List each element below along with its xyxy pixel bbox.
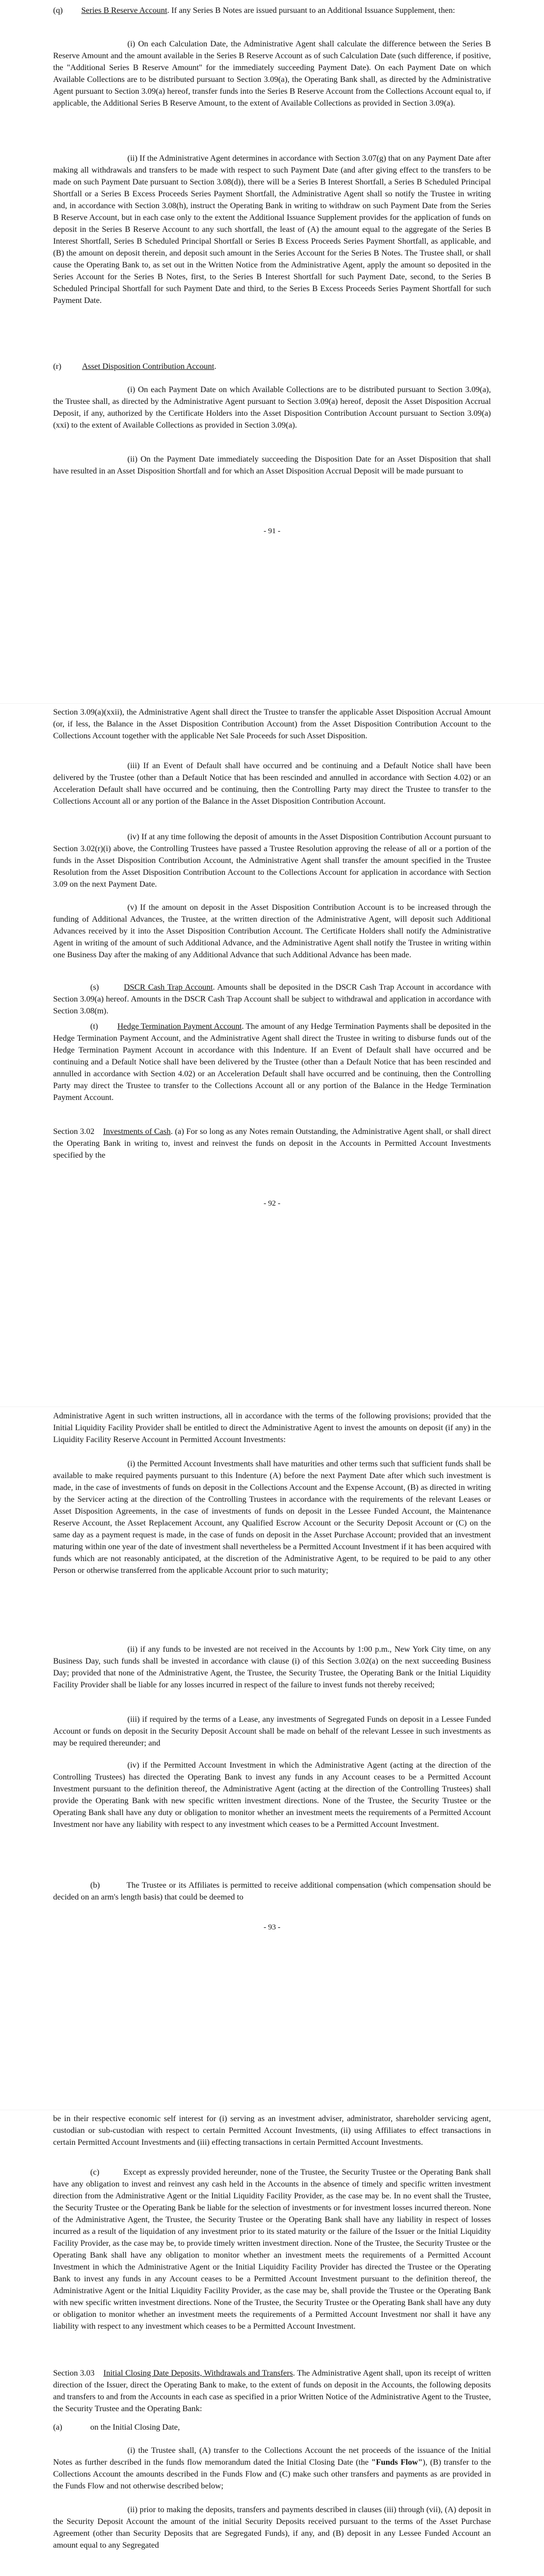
- b-text: The Trustee or its Affiliates is permitted to receive additional compensation (which compensation should be decided on an arm's length basis) that could be deemed to: [53, 1881, 491, 1902]
- section-c-paragraph: [53, 2166, 491, 2332]
- page-number: - 93 -: [263, 1923, 281, 1931]
- continued-paragraph: Section 3.09(a)(xxii), the Administrative Agent shall direct the Trustee to transfer the applicable Asset Disposition Accrual Amount (or, if less, the Balance in the Asset Disposition Contribution Account) from the Asset Disposition Contribution Account to the Collections Account together with the applicable Net Sale Proceeds for such Asset Disposition.: [53, 708, 491, 740]
- a-ii-paragraph: (ii) prior to making the deposits, transfers and payments described in clauses (iii) through (vii), (A) deposit in the Security Deposit Account the amount of the initial Security Deposits received pursuant to the terms of the Asset Purchase Agreement (other than Security Deposits that are Segregated Funds), if any, and (B) deposit in any Lessee Funded Account an amount equal to any Segregated: [53, 2505, 491, 2550]
- s-heading: DSCR Cash Trap Account: [124, 983, 213, 992]
- q-text: . If any Series B Notes are issued pursuant to an Additional Issuance Supplement, then:: [167, 6, 455, 15]
- section-s-paragraph: [53, 981, 491, 1017]
- r-iv-paragraph: (iv) If at any time following the deposit of amounts in the Asset Disposition Contribution Account pursuant to Section 3.02(r)(i) above, the Controlling Trustees have passed a Trustee Resolution approving the release of all or a portion of the funds in the Asset Disposition Contribution Account, the Administrative Agent shall transfer the amount specified in the Trustee Resolution from the Asset Disposition Contribution Account to the Collections Account for application in accordance with Section 3.09 on the next Payment Date.: [53, 833, 491, 889]
- a-i-post: ), (B) transfer to the Collections Account the amounts described in the Funds Flow and (C) make such other transfers and payments as are provided in the Funds Flow and not otherwise described below;: [53, 2458, 491, 2490]
- section-q-paragraph: [53, 5, 491, 16]
- page-number: - 92 -: [263, 1199, 281, 1208]
- r-i-paragraph: (i) On each Payment Date on which Available Collections are to be distributed pursuant to Section 3.09(a), the Trustee shall, as directed by the Administrative Agent pursuant to Section 3.09(a) hereof, deposit the Asset Disposition Accrual Deposit, if any, authorized by the Certificate Holders into the Asset Disposition Contribution Account pursuant to Section 3.09(a)(xxi) to the extent of Available Collections as provided in Section 3.09(a).: [53, 385, 491, 430]
- p-iii-paragraph: (iii) if required by the terms of a Lease, any investments of Segregated Funds on deposit in a Lessee Funded Account or funds on deposit in the Security Deposit Account shall be made on behalf of the relevant Lessee in such investments as may be required thereunder; and: [53, 1715, 491, 1748]
- section-3-02-heading: Investments of Cash: [103, 1127, 171, 1136]
- t-text: . The amount of any Hedge Termination Payments shall be deposited in the Hedge Termination Payment Account, and the Administrative Agent shall direct the Trustee in writing to disburse funds out of the Hedge Termination Payment Account in accordance with this Indenture. If an Event of Default shall have occurred and be continuing and a Default Notice shall have been delivered by the Trustee (other than a Default Notice that has been rescinded and annulled in accordance with Section 4.02) or an Acceleration Default shall have occurred and be continuing, then the Controlling Party may direct the Trustee to transfer to the Collections Account all or any portion of the Balance in the Hedge Termination Payment Account.: [53, 1022, 491, 1102]
- s-text: . Amounts shall be deposited in the DSCR Cash Trap Account in accordance with Section 3.09(a) hereof. Amounts in the DSCR Cash Trap Account shall be subject to withdrawal and application in accordance with Section 3.08(m).: [53, 983, 491, 1015]
- q-label: (q): [53, 6, 63, 15]
- section-a-paragraph: [53, 2421, 491, 2433]
- section-b-paragraph: [53, 1879, 491, 1903]
- t-label: (t): [90, 1022, 98, 1031]
- s-label: (s): [90, 983, 99, 992]
- continued-paragraph: Administrative Agent in such written instructions, all in accordance with the terms of the following provisions; provided that the Initial Liquidity Facility Provider shall be entitled to direct the Administrative Agent to invest the amounts on deposit (if any) in the Liquidity Facility Reserve Account in Permitted Account Investments:: [53, 1412, 491, 1444]
- r-label: (r): [53, 362, 61, 371]
- continued-paragraph: be in their respective economic self interest for (i) serving as an investment adviser, administrator, shareholder servicing agent, custodian or sub-custodian with respect to certain Permitted Account Investments, (ii) using Affiliates to effect transactions in certain Permitted Account Investments and (iii) effecting transactions in certain Permitted Account Investments.: [53, 2114, 491, 2147]
- page-91: [0, 0, 544, 703]
- t-heading: Hedge Termination Payment Account: [117, 1022, 242, 1031]
- page-number: - 91 -: [263, 527, 281, 535]
- q-heading: Series B Reserve Account: [81, 6, 168, 15]
- c-label: (c): [90, 2168, 100, 2177]
- section-3-03-paragraph: [53, 2367, 491, 2415]
- c-text: Except as expressly provided hereunder, none of the Trustee, the Security Trustee or the Operating Bank shall have any obligation to invest and reinvest any cash held in the Accounts in the absence of timely and specific written investment direction from the Administrative Agent or the Initial Liquidity Facility Provider, as the case may be. In no event shall the Trustee, the Security Trustee or the Operating Bank be liable for the selection of investments or for investment losses incurred thereon. None of the Administrative Agent, the Trustee, the Security Trustee or the Operating Bank shall have any liability in respect of losses incurred as a result of the liquidation of any investment prior to its stated maturity or the failure of the Issuer or the Initial Liquidity Facility Provider, as the case may be, to provide timely written investment direction. None of the Trustee, the Security Trustee or the Operating Bank shall have any obligation to monitor whether an investment meets the requirements of a Permitted Account Investment in which the Administrative Agent or the Initial Liquidity Facility Provider has directed the Trustee or the Operating Bank to invest any funds in any Account ceases to be a Permitted Account Investment pursuant to the definition thereof, the Administrative Agent or the Initial Liquidity Facility Provider, as the case may be, shall provide the Trustee or the Operating Bank with new specific written investment directions. None of the Trustee, the Security Trustee or the Operating Bank shall have any duty or obligation to monitor whether an investment meets the requirements of a Permitted Account Investment nor shall it have any liability with respect to any investment which ceases to be a Permitted Account Investment.: [53, 2168, 491, 2331]
- funds-flow-term: "Funds Flow": [371, 2458, 423, 2467]
- p-iv-paragraph: (iv) if the Permitted Account Investment in which the Administrative Agent (acting at the direction of the Controlling Trustees) has directed the Operating Bank to invest any funds in any Account ceases to be a Permitted Account Investment pursuant to the definition thereof, the Administrative Agent (acting at the direction of the Controlling Trustees) shall provide the Operating Bank with new specific written investment directions. None of the Trustee, the Security Trustee or the Operating Bank shall have any duty or obligation to monitor whether an investment meets the requirements of a Permitted Account Investment nor have any liability with respect to any investment which ceases to be a Permitted Account Investment.: [53, 1761, 491, 1829]
- page-94: [0, 2110, 544, 2576]
- r-v-paragraph: (v) If the amount on deposit in the Asset Disposition Contribution Account is to be increased through the funding of Additional Advances, the Trustee, at the written direction of the Administrative Agent, will deposit such Additional Advances received by it into the Asset Disposition Contribution Account. The Certificate Holders shall notify the Administrative Agent in writing of the amount of such Additional Advance, and the Administrative Agent shall notify the Trustee in writing within one Business Day after the making of any Additional Advance that such Additional Advance has been made.: [53, 903, 491, 959]
- section-3-02-paragraph: [53, 1126, 491, 1161]
- r-iii-paragraph: (iii) If an Event of Default shall have occurred and be continuing and a Default Notice shall have been delivered by the Trustee (other than a Default Notice that has been rescinded and annulled in accordance with Section 4.02) or an Acceleration Default shall have occurred and be continuing, then the Controlling Party may direct the Trustee to transfer to the Collections Account all or any portion of the Balance in the Asset Disposition Contribution Account.: [53, 761, 491, 806]
- p-ii-paragraph: (ii) if any funds to be invested are not received in the Accounts by 1:00 p.m., New York City time, on any Business Day, such funds shall be invested in accordance with clause (i) of this Section 3.02(a) on the next succeeding Business Day; provided that none of the Administrative Agent, the Trustee, the Security Trustee, the Operating Bank or the Initial Liquidity Facility Provider shall be liable for any losses incurred in respect of the failure to invest funds not thereby received;: [53, 1645, 491, 1689]
- section-3-03-text: . The Administrative Agent shall, upon its receipt of written direction of the Issuer, direct the Operating Bank to make, to the extent of funds on deposit in the Accounts, the following deposits and transfers to and from the Accounts in each case as specified in a prior Written Notice of the Administrative Agent to the Trustee, the Security Trustee and the Operating Bank:: [53, 2369, 491, 2413]
- section-r-paragraph: [53, 361, 491, 372]
- p-i-paragraph: (i) the Permitted Account Investments shall have maturities and other terms such that sufficient funds shall be available to make required payments pursuant to this Indenture (A) before the next Payment Date after which such investment is made, in the case of investments of funds on deposit in the Collections Account and the Expense Account, (B) as directed in writing by the Servicer acting at the direction of the Controlling Trustees in accordance with the requirements of the relevant Leases or Asset Disposition Agreements, in the case of investments of funds on deposit in the Lessee Funded Account, the Maintenance Reserve Account, the Asset Replacement Account, any Qualified Escrow Account or the Security Deposit Account or (C) on the same day as a payment request is made, in the case of funds on deposit in the Asset Purchase Account; provided that an investment maturing within one year of the date of investment shall nevertheless be a Permitted Account Investment if it has been acquired with funds which are not reasonably anticipated, at the discretion of the Administrative Agent, to be required to be paid to any other Person or otherwise transferred from the applicable Account prior to such maturity;: [53, 1460, 491, 1575]
- b-label: (b): [90, 1881, 100, 1890]
- page-93: [0, 1406, 544, 2110]
- r-ii-paragraph: (ii) On the Payment Date immediately succeeding the Disposition Date for an Asset Disposition that shall have resulted in an Asset Disposition Shortfall and for which an Asset Disposition Accrual Deposit will be made pursuant to: [53, 455, 491, 476]
- section-3-03-label: Section 3.03: [53, 2369, 95, 2378]
- page-92: [0, 703, 544, 1406]
- a-i-paragraph: [53, 2445, 491, 2492]
- section-3-03-heading: Initial Closing Date Deposits, Withdrawals and Transfers: [103, 2369, 293, 2378]
- q-ii-paragraph: (ii) If the Administrative Agent determines in accordance with Section 3.07(g) that on any Payment Date after making all withdrawals and transfers to be made with respect to such Payment Date (and after giving effect to the transfers to be made on such Payment Date pursuant to Section 3.08(d)), there will be a Series B Interest Shortfall, a Series B Scheduled Principal Shortfall or a Series B Excess Proceeds Series Payment Shortfall, the Administrative Agent shall so notify the Trustee in writing and, in accordance with Section 3.08(h), instruct the Operating Bank in writing to withdraw on such Payment Date from the Series B Reserve Account, but in each case only to the extent the Additional Issuance Supplement provides for the application of funds on deposit in the Series B Reserve Account to any such shortfall, the least of (A) the amount equal to the aggregate of the Series B Interest Shortfall, Series B Scheduled Principal Shortfall or Series B Excess Proceeds Series Payment Shortfall, as applicable, and (B) the amount on deposit therein, and deposit such amount in the Series Account for the Series B Notes. The Trustee shall, or shall cause the Operating Bank to, as set out in the Written Notice from the Administrative Agent, apply the amount so deposited in the Series Account for the Series B Notes, first, to the Series B Interest Shortfall for such Payment Date, second, to the Series B Scheduled Principal Shortfall for such Payment Date and third, to the Series B Excess Proceeds Series Payment Shortfall for such Payment Date.: [53, 154, 491, 305]
- section-3-02-label: Section 3.02: [53, 1127, 95, 1136]
- section-t-paragraph: [53, 1021, 491, 1104]
- a-label: (a): [53, 2423, 62, 2432]
- a-text: on the Initial Closing Date,: [90, 2423, 180, 2432]
- r-heading: Asset Disposition Contribution Account: [81, 362, 215, 371]
- section-3-02-text: . (a) For so long as any Notes remain Outstanding, the Administrative Agent shall, or shall direct the Operating Bank in writing to, invest and reinvest the funds on deposit in the Accounts in Permitted Account Investments specified by the: [53, 1127, 491, 1160]
- r-text: .: [214, 362, 217, 371]
- a-i-pre: (i) the Trustee shall, (A) transfer to the Collections Account the net proceeds of the issuance of the Initial Notes as further described in the funds flow memorandum dated the Initial Closing Date (the: [53, 2446, 491, 2467]
- q-i-paragraph: (i) On each Calculation Date, the Administrative Agent shall calculate the difference between the Series B Reserve Amount and the amount available in the Series B Reserve Account as of such Calculation Date (such difference, if positive, the "Additional Series B Reserve Amount" for the immediately succeeding Payment Date). On each Payment Date on which Available Collections are to be distributed pursuant to Section 3.09(a), the Operating Bank shall, as directed by the Administrative Agent pursuant to Section 3.09(a) hereof, transfer funds into the Series B Reserve Account from the Collections Account equal to, if applicable, the Additional Series B Reserve Amount, to the extent of Available Collections as provided in Section 3.09(a).: [53, 40, 491, 108]
